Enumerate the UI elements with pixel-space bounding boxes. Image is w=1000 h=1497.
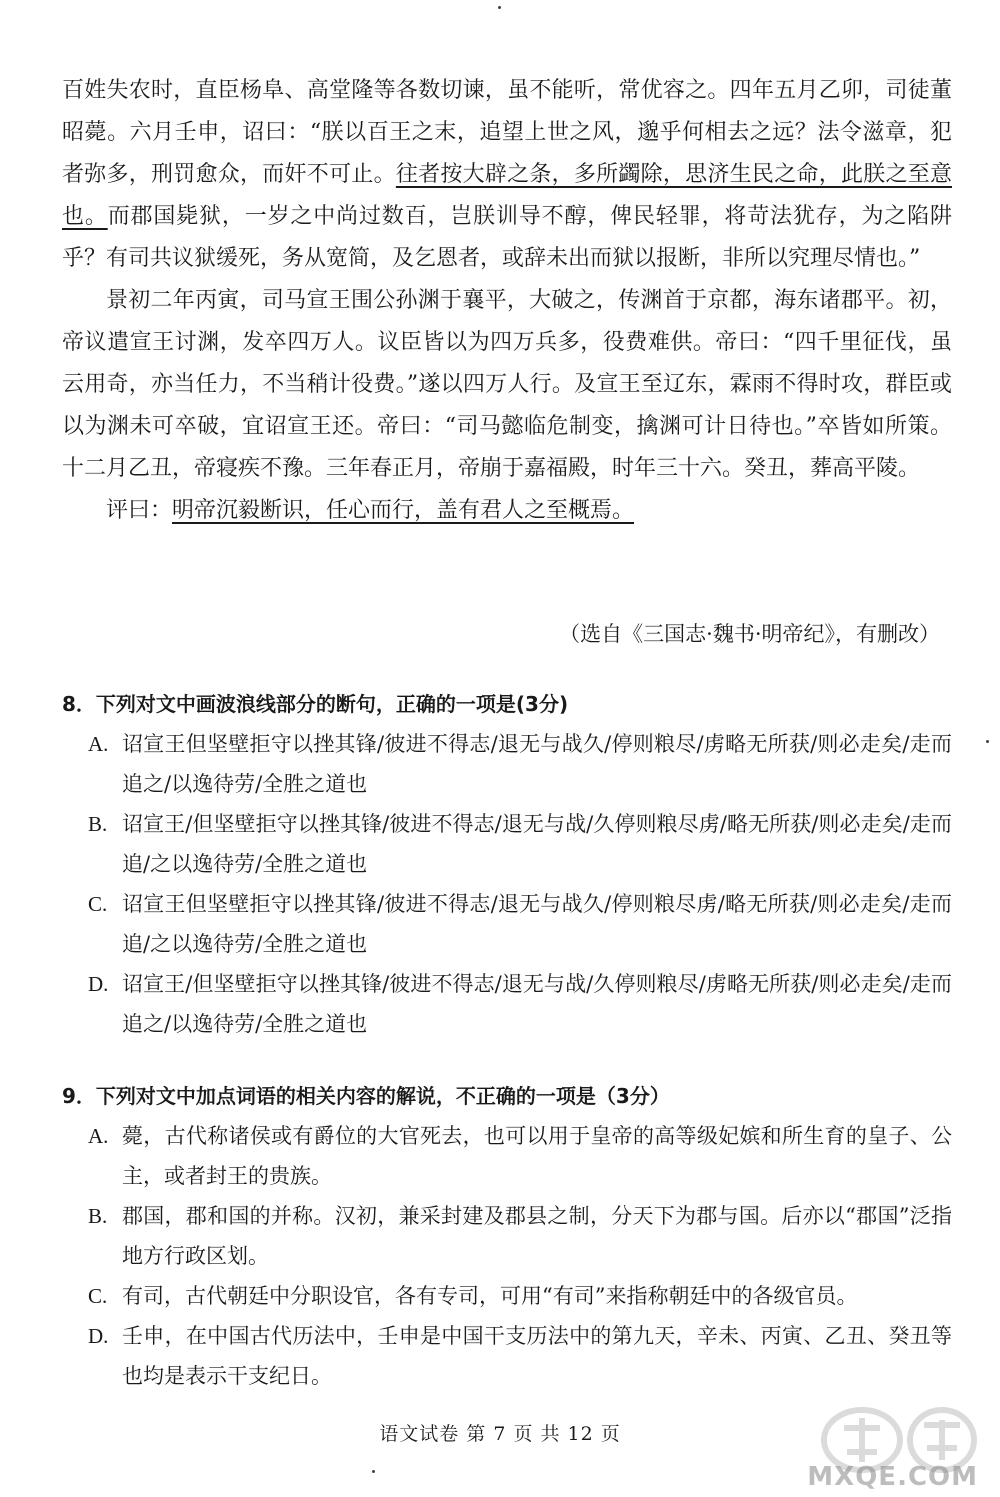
source-citation: （选自《三国志·魏书·明帝纪》，有删改）: [559, 622, 940, 646]
option-text: 诏宣王但坚壁拒守以挫其锋/彼进不得志/退无与战久/停则粮尽/虏略无所获/则必走矣/走而追之/以逸待劳/全胜之道也: [122, 732, 952, 796]
option-letter: B.: [88, 812, 108, 836]
question-title: 8．下列对文中画波浪线部分的断句，正确的一项是(3分): [62, 692, 569, 716]
option-letter: A.: [88, 1124, 109, 1148]
option-letter: D.: [88, 972, 109, 996]
option-text: 诏宣王但坚壁拒守以挫其锋/彼进不得志/退无与战久/停则粮尽虏/略无所获/则必走矣/走而追/之以逸待劳/全胜之道也: [122, 892, 952, 956]
passage-section: [62, 70, 952, 532]
watermark-text: MXQE.COM: [807, 1462, 978, 1492]
passage-text: 百姓失农时，直臣杨阜、高堂隆等各数切谏，虽不能听，常优容之。四年五月乙卯，司徒董昭薨。六月壬申，诏曰：“朕以百王之末，追望上世之风，邈乎何相去之远？法令滋章，犯者弥多，刑罚愈众，而奸不可止。: [62, 78, 952, 187]
question-title: 9．下列对文中加点词语的相关内容的解说，不正确的一项是（3分）: [62, 1084, 670, 1108]
option-letter: C.: [88, 892, 108, 916]
comment-label: 评曰：: [106, 498, 173, 523]
option-c: [88, 884, 952, 964]
passage-paragraph-3: [62, 490, 952, 532]
question-9: [62, 1076, 952, 1396]
option-d: [88, 964, 952, 1044]
option-a: [88, 724, 952, 804]
scan-speck: [498, 6, 501, 9]
option-text: 郡国，郡和国的并称。汉初，兼采封建及郡县之制，分天下为郡与国。后亦以“郡国”泛指地方行政区划。: [122, 1204, 952, 1268]
option-c: [88, 1276, 952, 1316]
option-text: 有司，古代朝廷中分职设官，各有专司，可用“有司”来指称朝廷中的各级官员。: [122, 1284, 858, 1308]
option-letter: C.: [88, 1284, 108, 1308]
option-d: [88, 1316, 952, 1396]
question-8: [62, 684, 952, 1044]
option-letter: B.: [88, 1204, 108, 1228]
option-letter: D.: [88, 1324, 109, 1348]
option-list: [62, 1116, 952, 1396]
option-a: [88, 1116, 952, 1196]
option-text: 诏宣王/但坚壁拒守以挫其锋/彼进不得志/退无与战/久停则粮尽/虏略无所获/则必走矣/走而追之/以逸待劳/全胜之道也: [122, 972, 952, 1036]
underlined-sentence: 往者按大辟之条，多所蠲除，思济生民之命，此朕之至意也。: [62, 162, 952, 229]
option-b: [88, 804, 952, 884]
passage-paragraph-1: [62, 70, 952, 280]
scan-speck: [372, 1470, 375, 1473]
option-list: [62, 724, 952, 1044]
scan-speck: [986, 740, 989, 743]
option-text: 诏宣王/但坚壁拒守以挫其锋/彼进不得志/退无与战/久停则粮尽虏/略无所获/则必走矣/走而追/之以逸待劳/全胜之道也: [122, 812, 952, 876]
option-b: [88, 1196, 952, 1276]
option-text: 壬申，在中国古代历法中，壬申是中国干支历法中的第九天，辛未、丙寅、乙丑、癸丑等也均是表示干支纪日。: [122, 1324, 952, 1388]
underlined-sentence: 明帝沉毅断识，任心而行，盖有君人之至概焉。: [172, 498, 635, 523]
option-text: 薨，古代称诸侯或有爵位的大官死去，也可以用于皇帝的高等级妃嫔和所生育的皇子、公主，或者封王的贵族。: [122, 1124, 952, 1188]
passage-text: 而郡国毙狱，一岁之中尚过数百，岂朕训导不醇，俾民轻罪，将苛法犹存，为之陷阱乎？有司共议狱缓死，务从宽简，及乞恩者，或辞未出而狱以报断，非所以究理尽情也。”: [62, 204, 952, 271]
option-letter: A.: [88, 732, 109, 756]
passage-paragraph-2: 景初二年丙寅，司马宣王围公孙渊于襄平，大破之，传渊首于京都，海东诸郡平。初，帝议遣宣王讨渊，发卒四万人。议臣皆以为四万兵多，役费难供。帝曰：“四千里征伐，虽云用奇，亦当任力，不当稍计役费。”遂以四万人行。及宣王至辽东，霖雨不得时攻，群臣或以为渊未可卒破，宜诏宣王还。帝曰：“司马懿临危制变，擒渊可计日待也。”卒皆如所策。十二月乙丑，帝寝疾不豫。三年春正月，帝崩于嘉福殿，时年三十六。癸丑，葬高平陵。: [62, 288, 952, 481]
page-footer: 语文试卷 第 7 页 共 12 页: [379, 1423, 621, 1445]
